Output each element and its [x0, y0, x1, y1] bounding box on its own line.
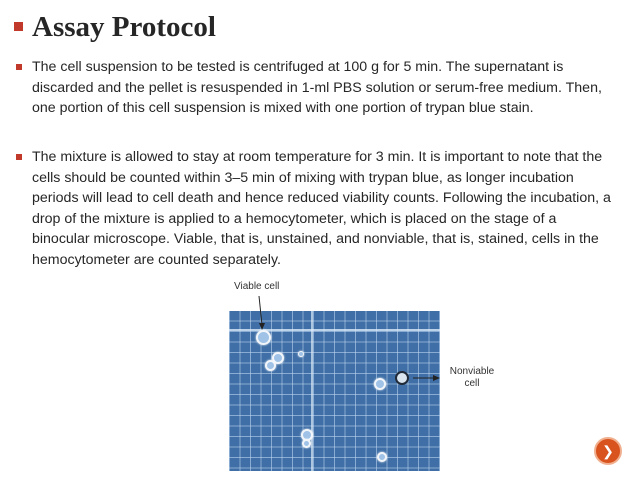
- square-bullet-icon: [16, 64, 22, 70]
- annotation-arrows: [229, 281, 519, 471]
- chevron-right-icon: ❯: [602, 442, 614, 459]
- slide-title: [14, 11, 216, 44]
- square-bullet-icon: [16, 154, 22, 160]
- next-slide-button[interactable]: [594, 437, 622, 465]
- viable-cell-label: Viable cell: [234, 281, 280, 292]
- nonviable-cell-label: Nonviable cell: [449, 366, 495, 389]
- viable-arrowhead: [259, 323, 265, 330]
- paragraph-1: [16, 57, 612, 119]
- paragraph-2-text: The mixture is allowed to stay at room temperature for 3 min. It is important to note that the cells should be counted within 3–5 min of mixing with trypan blue, as longer incubation periods will lead to cell death and hence reduced viability counts. Following the incubation, a drop of the mixture is applied to a hemocytometer, which is placed on the stage of a binocular microscope. Viable, that is, unstained, and nonviable, that is, stained, cells in the hemocytometer are counted separately.: [32, 149, 611, 268]
- viable-arrow: [259, 296, 262, 325]
- hemocytometer-figure: [229, 281, 519, 471]
- paragraph-2: [16, 147, 612, 270]
- title-bullet-icon: [14, 22, 23, 31]
- nonviable-arrowhead: [433, 375, 440, 381]
- slide-title-text: Assay Protocol: [32, 11, 216, 43]
- paragraph-1-text: The cell suspension to be tested is centrifuged at 100 g for 5 min. The supernatant is discarded and the pellet is resuspended in 1-ml PBS solution or serum-free medium. Then, one portion of this cell suspension is mixed with one portion of trypan blue stain.: [32, 59, 602, 116]
